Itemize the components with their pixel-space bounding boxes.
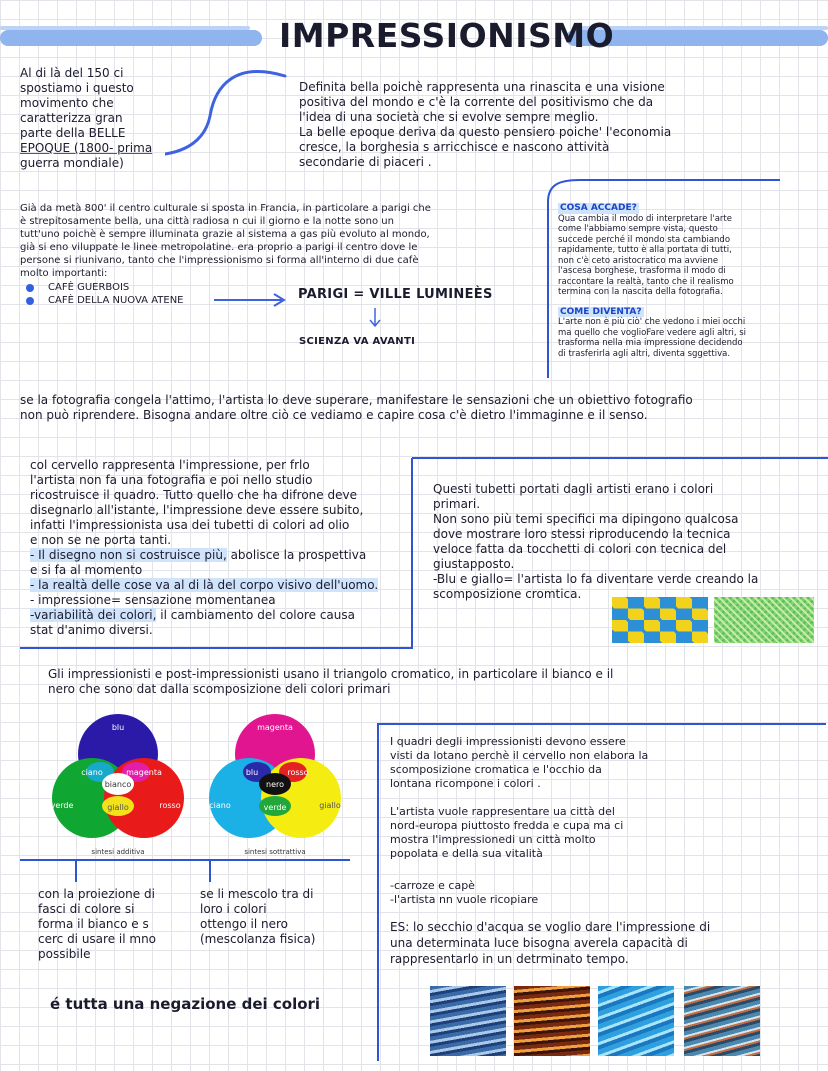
bullet2-highlight: - la realtà delle cose va al di là del corpo visivo dell'uomo. [30, 578, 379, 592]
triangle-line: Gli impressionisti e post-impressionisti usano il triangolo cromatico, in particolare il bianco e il [48, 667, 614, 681]
mix-line: ottengo il nero [200, 917, 288, 931]
scienza-va-avanti: SCIENZA VA AVANTI [299, 336, 416, 347]
water-image-1 [430, 986, 506, 1056]
green-texture-image [714, 597, 814, 643]
brain-line: disegnarlo all'istante, l'impressione deve essere subito, [30, 503, 364, 517]
sub-top-label: magenta [257, 723, 293, 732]
paris-line: Già da metà 800' il centro culturale si sposta in Francia, in particolare a parigi che [20, 203, 431, 214]
cafe-item: CAFÈ GUERBOIS [20, 281, 540, 294]
brain-bullet-4 [30, 608, 410, 623]
sub-tl-label: blu [245, 768, 259, 777]
tubes-line: primari. [433, 497, 481, 511]
rc-p3-line: -l'artista nn vuole ricopiare [390, 893, 539, 906]
brain-line: ricostruisce il quadro. Tutto quello che ha difrone deve [30, 488, 357, 502]
arrow-right-icon [212, 292, 292, 308]
projection-line: con la proiezione di [38, 887, 155, 901]
tubes-line: Questi tubetti portati dagli artisti erano i colori [433, 482, 714, 496]
page-title-wrap [279, 16, 614, 55]
q1-line: Qua cambia il modo di interpretare l'arte [558, 213, 732, 224]
tubes-line: veloce fatta da tocchetti di colori con tecnica del [433, 542, 727, 556]
paris-line: è strepitosamente bella, una città radiosa n cui il giorno e la notte sono un [20, 216, 394, 227]
add-tl-label: ciano [81, 768, 103, 777]
venn-subtractive [209, 714, 341, 856]
tubes-line: scomposizione cromtica. [433, 587, 582, 601]
intro-left-line: spostiamo i questo [20, 81, 134, 95]
mix-line: loro i colori [200, 902, 267, 916]
q1-line: come l'abbiamo sempre vista, questo [558, 224, 718, 234]
venn-divider-lines [20, 852, 360, 892]
sub-right-label: giallo [319, 801, 341, 810]
brain-bullet-3: - impressione= sensazione momentanea [30, 593, 276, 607]
intro-right [299, 80, 759, 170]
add-bottom-label: giallo [107, 803, 129, 812]
q1-line: raccontare la realtà, tanto che il realismo [558, 276, 734, 287]
water-image-2 [514, 986, 590, 1056]
add-right-label: rosso [159, 801, 181, 810]
tubes-line: Non sono più temi specifici ma dipingono qualcosa [433, 512, 739, 526]
water-image-3 [598, 986, 674, 1056]
q1-line: l'ascesa borghese, trasforma il modo di [558, 266, 726, 276]
venn-diagrams [40, 702, 360, 862]
intro-right-line: positiva del mondo e c'è la corrente del positivismo che da [299, 95, 654, 109]
tubes-line: -Blu e giallo= l'artista lo fa diventare verde creando la [433, 572, 759, 586]
add-caption: sintesi additiva [91, 848, 145, 856]
photo-line: non può riprendere. Bisogna andare oltre ciò ce vediamo e capire cosa c'è dietro l'immaginne e il senso. [20, 408, 648, 422]
photo-paragraph [20, 393, 810, 423]
q2-line: di trasferirla agli altri, diventa sggettiva. [558, 348, 731, 359]
q1-line: succede perché il mondo sta cambiando [558, 234, 731, 245]
arrow-down-icon [368, 307, 382, 329]
intro-left-line: movimento che [20, 96, 114, 110]
sub-caption: sintesi sottrattiva [244, 848, 306, 856]
triangle-paragraph [48, 667, 808, 697]
rc-p1-line: scomposizione cromatica e l'occhio da [390, 763, 602, 776]
triangle-line: nero che sono dat dalla scomposizione deli colori primari [48, 682, 391, 696]
q2-line: L'arte non è più ciò' che vedono i miei occhi [558, 317, 746, 327]
tubes-line: giustapposto. [433, 557, 515, 571]
brain-line: e non se ne porta tanti. [30, 533, 172, 547]
intro-left-line: EPOQUE (1800- prima [20, 141, 153, 155]
intro-left-line: parte della BELLE [20, 126, 126, 140]
sub-bottom-label: verde [263, 803, 287, 812]
mix-line: se li mescolo tra di [200, 887, 314, 901]
brain-bullet-1-cont: e si fa al momento [30, 563, 143, 577]
connector-curve-icon [165, 66, 295, 166]
venn-additive [51, 714, 184, 856]
intro-right-line: Definita bella poichè rappresenta una rinascita e una visione [299, 80, 665, 94]
tubes-frame [412, 450, 828, 470]
bullet1-highlight: - Il disegno non si costruisce più, [30, 548, 227, 562]
paris-line: persone si riunivano, tanto che l'impressionismo si forma all'interno di due cafè [20, 255, 419, 266]
q2-title: COME DIVENTA? [560, 306, 642, 317]
tubes-paragraph [433, 482, 813, 602]
projection-line: fasci di colore si [38, 902, 135, 916]
brain-bullet-1 [30, 548, 410, 563]
side-box [558, 203, 788, 359]
right-column [390, 735, 810, 967]
intro-left-line: Al di là del 150 ci [20, 66, 124, 80]
rc-p4-line: ES: lo secchio d'acqua se voglio dare l'impressione di [390, 920, 711, 934]
add-tr-label: magenta [126, 768, 162, 777]
rc-p4-line: una determinata luce bisogna averela capacità di [390, 936, 688, 950]
title-bar-left [0, 30, 262, 46]
bullet1-rest: abolisce la prospettiva [226, 548, 367, 562]
bullet4-highlight: -variabilità dei colori, [30, 608, 157, 622]
negation-text: é tutta una negazione dei colori [50, 995, 321, 1013]
intro-right-line: secondarie di piaceri . [299, 155, 432, 169]
q1-line: termina con la nascita della fotografia. [558, 287, 723, 297]
water-image-4 [684, 986, 760, 1056]
rc-p2-line: L'artista vuole rappresentare ua città del [390, 805, 615, 818]
title-bar-left-shadow [0, 26, 250, 30]
paris-line: tutt'uno poichè è sempre illuminata grazie al sistema a gas più evoluto al mondo, [20, 229, 430, 240]
photo-line: se la fotografia congela l'attimo, l'artista lo deve superare, manifestare le sensazioni che un obiettivo fotografio [20, 393, 693, 407]
add-center-label: bianco [104, 780, 132, 789]
add-left-label: verde [50, 801, 74, 810]
sub-tr-label: rosso [287, 768, 309, 777]
rc-p1-line: visti da lotano perchè il cervello non elabora la [390, 749, 649, 762]
q1-line: non c'è ceto aristocratico ma avviene [558, 255, 719, 266]
projection-text [38, 887, 188, 962]
add-top-label: blu [111, 723, 125, 732]
rc-p4-line: rappresentarlo in un detrminato tempo. [390, 952, 629, 966]
brain-line: col cervello rappresenta l'impressione, per frlo [30, 458, 310, 472]
rc-p2-line: popolata e della sua vitalità [390, 847, 543, 860]
ville-lumiere: PARIGI = VILLE LUMINEÈS [298, 287, 493, 302]
intro-right-line: cresce, la borghesia s arricchisce e nascono attività [299, 140, 610, 154]
q2-line: ma quello che voglioFare vedere agli altri, si [558, 327, 747, 338]
intro-left-line: guerra mondiale) [20, 156, 124, 170]
q1-title: COSA ACCADE? [560, 203, 637, 213]
brain-box [30, 458, 410, 638]
intro-left [20, 66, 170, 171]
blue-yellow-checker-image [612, 597, 708, 643]
brain-bullet-4-cont: stat d'animo diversi. [30, 623, 153, 637]
intro-left-line: caratterizza gran [20, 111, 123, 125]
projection-line: forma il bianco e s [38, 917, 149, 931]
tubes-line: dove mostrare loro stessi riproducendo la tecnica [433, 527, 731, 541]
projection-line: cerc di usare il mno [38, 932, 157, 946]
paris-line: molto importanti: [20, 268, 108, 279]
rc-p2-line: mostra l'impressionedi un città molto [390, 833, 596, 846]
rc-p3-line: -carroze e capè [390, 879, 475, 892]
intro-right-line: La belle epoque deriva da questo pensiero poiche' l'economia [299, 125, 672, 139]
paris-line: già si eno viluppate le linee metropolatine. era proprio a parigi il centro dove le [20, 242, 418, 253]
rc-p1-line: I quadri degli impressionisti devono essere [390, 735, 626, 748]
bullet4-rest: il cambiamento del colore causa [156, 608, 355, 622]
brain-line: infatti l'impressionista usa dei tubetti di colori ad olio [30, 518, 350, 532]
rc-p1-line: lontana ricompone i colori . [390, 777, 541, 790]
intro-right-line: l'idea di una società che si evolve sempre meglio. [299, 110, 599, 124]
q2-line: trasforma nella mia impressione decidendo [558, 338, 743, 348]
rc-p2-line: nord-europa piuttosto fredda e cupa ma ci [390, 819, 624, 832]
sub-center-label: nero [266, 780, 284, 789]
mix-text [200, 887, 360, 947]
brain-line: l'artista non fa una fotografia e poi nello studio [30, 473, 313, 487]
mix-line: (mescolanza fisica) [200, 932, 316, 946]
cafe-item: CAFÈ DELLA NUOVA ATENE [20, 294, 540, 307]
q1-line: rapidamente, tutto è alla portata di tutti, [558, 245, 732, 255]
page-title: IMPRESSIONISMO [279, 16, 615, 55]
sub-left-label: ciano [209, 801, 231, 810]
projection-line: possibile [38, 947, 91, 961]
